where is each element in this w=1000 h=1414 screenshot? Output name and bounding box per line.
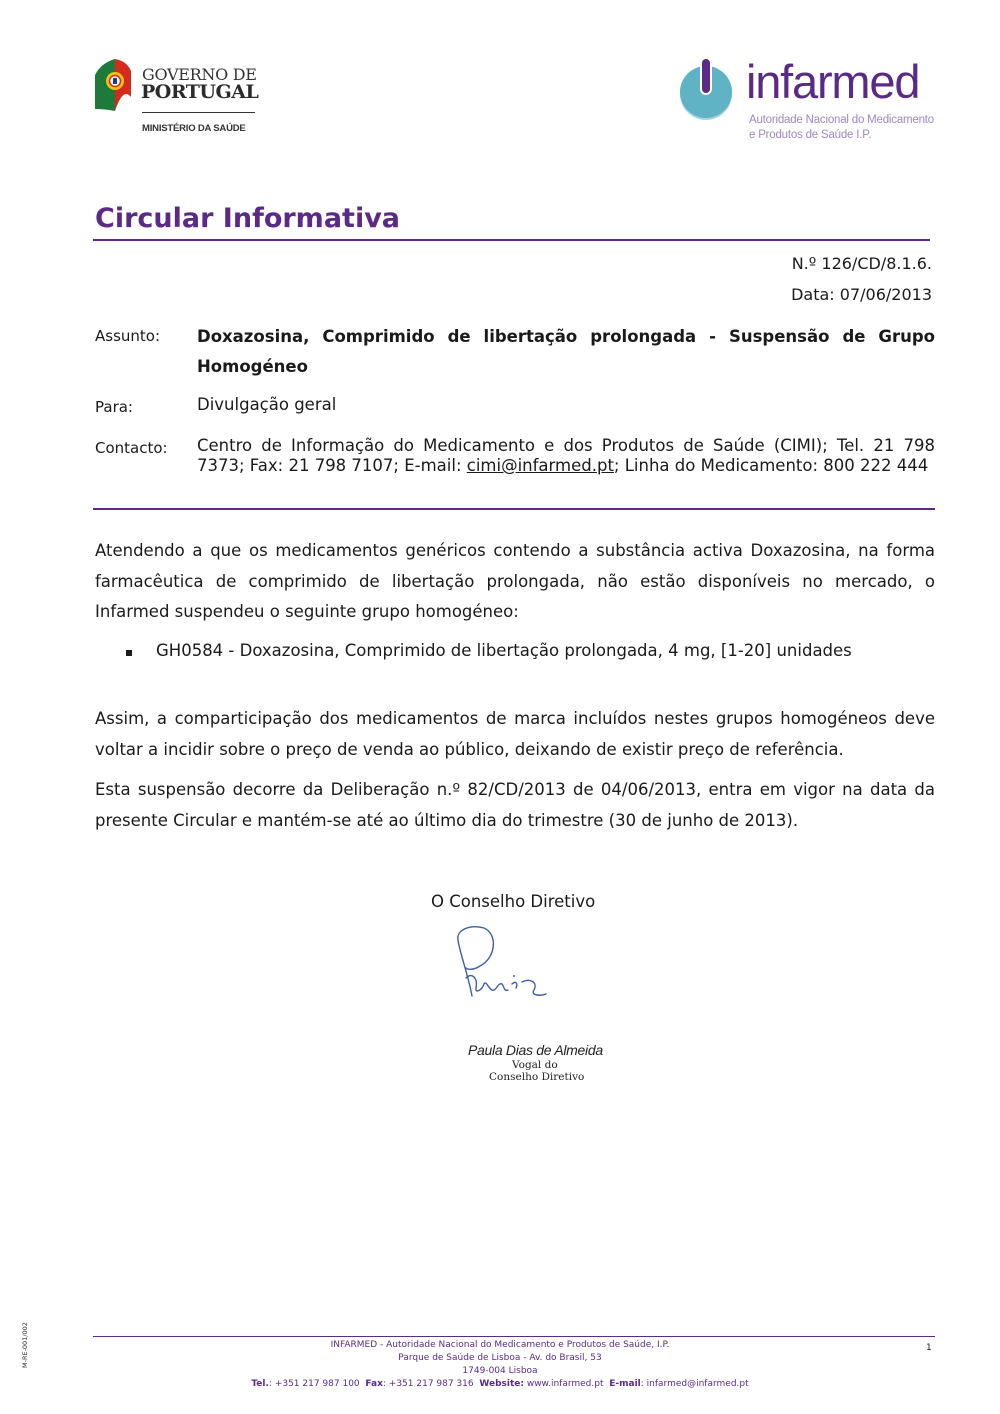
para-label: Para: xyxy=(95,398,133,416)
handwritten-signature-icon xyxy=(450,924,554,1008)
signatory-name: Paula Dias de Almeida xyxy=(468,1042,603,1058)
portugal-flag-emblem-icon xyxy=(93,57,133,113)
footer-email-link[interactable]: : infarmed@infarmed.pt xyxy=(640,1379,749,1389)
footer-tel-label: Tel. xyxy=(251,1379,269,1389)
body-paragraph-1: Atendendo a que os medicamentos genéricos contendo a substância activa Doxazosina, na forma farmacêutica de comprimido de libertação prolongada, não estão disponíveis no mercado, o Infarmed suspendeu o seguinte grupo homogéneo: xyxy=(95,541,935,621)
gov-logo-ministry: MINISTÉRIO DA SAÚDE xyxy=(142,123,246,134)
contacto-label: Contacto: xyxy=(95,439,168,457)
signature-council: O Conselho Diretivo xyxy=(431,892,596,911)
footer-organization: INFARMED - Autoridade Nacional do Medicamento e Produtos de Saúde, I.P. xyxy=(330,1340,670,1350)
footer-postal-code: 1749-004 Lisboa xyxy=(462,1366,538,1376)
assunto-value: Doxazosina, Comprimido de libertação prolongada - Suspensão de Grupo Homogéneo xyxy=(197,327,935,376)
cimi-email-link[interactable]: cimi@infarmed.pt xyxy=(466,456,614,475)
gov-logo-line1: GOVERNO DE xyxy=(142,65,257,84)
document-form-code: M-RE-001/002 xyxy=(21,1322,29,1368)
square-bullet-icon xyxy=(126,650,132,656)
contacto-text-before: Centro de Informação do Medicamento e dos Produtos de Saúde (CIMI); Tel. 21 798 7373; Fax: 21 798 7107; E-mail: xyxy=(197,436,935,475)
para-value: Divulgação geral xyxy=(197,395,337,414)
page-number: 1 xyxy=(926,1343,932,1353)
contacto-value xyxy=(197,436,935,476)
signatory-role-line1: Vogal do xyxy=(512,1059,558,1071)
infarmed-mark-icon xyxy=(676,58,736,120)
footer-website-label: Website: xyxy=(479,1379,524,1389)
footer-website-link[interactable]: www.infarmed.pt xyxy=(523,1379,604,1389)
infarmed-subtitle-line2: e Produtos de Saúde I.P. xyxy=(749,129,872,141)
list-item-text: GH0584 - Doxazosina, Comprimido de libertação prolongada, 4 mg, [1-20] unidades xyxy=(156,641,852,660)
footer-address: Parque de Saúde de Lisboa - Av. do Brasil, 53 xyxy=(398,1353,602,1363)
footer-contacts xyxy=(0,1379,1000,1389)
title-divider xyxy=(93,239,930,241)
contacto-text-after: ; Linha do Medicamento: 800 222 444 xyxy=(613,456,929,475)
infarmed-wordmark: infarmed xyxy=(746,55,920,108)
infarmed-subtitle-line1: Autoridade Nacional do Medicamento xyxy=(749,114,934,126)
assunto-label: Assunto: xyxy=(95,327,161,345)
signatory-role-line2: Conselho Diretivo xyxy=(489,1071,585,1083)
footer-tel-value: : +351 217 987 100 xyxy=(268,1379,360,1389)
governo-de-portugal-logo xyxy=(93,57,263,142)
gov-logo-divider xyxy=(142,112,255,113)
body-paragraph-2: Assim, a comparticipação dos medicamentos de marca incluídos nestes grupos homogéneos deve voltar a incidir sobre o preço de venda ao público, deixando de existir preço de referência. xyxy=(95,709,935,759)
meta-divider xyxy=(93,508,935,510)
footer-fax-label: Fax xyxy=(365,1379,383,1389)
footer-email-label: E-mail xyxy=(609,1379,641,1389)
footer-fax-value: : +351 217 987 316 xyxy=(382,1379,474,1389)
document-date: Data: 07/06/2013 xyxy=(791,285,932,304)
footer-divider xyxy=(93,1336,935,1337)
document-reference: N.º 126/CD/8.1.6. xyxy=(791,254,932,273)
document-title: Circular Informativa xyxy=(95,203,401,234)
body-paragraph-3: Esta suspensão decorre da Deliberação n.º 82/CD/2013 de 04/06/2013, entra em vigor na data da presente Circular e mantém-se até ao último dia do trimestre (30 de junho de 2013). xyxy=(95,780,935,830)
infarmed-logo xyxy=(676,55,936,148)
gov-logo-line2: PORTUGAL xyxy=(141,81,259,103)
